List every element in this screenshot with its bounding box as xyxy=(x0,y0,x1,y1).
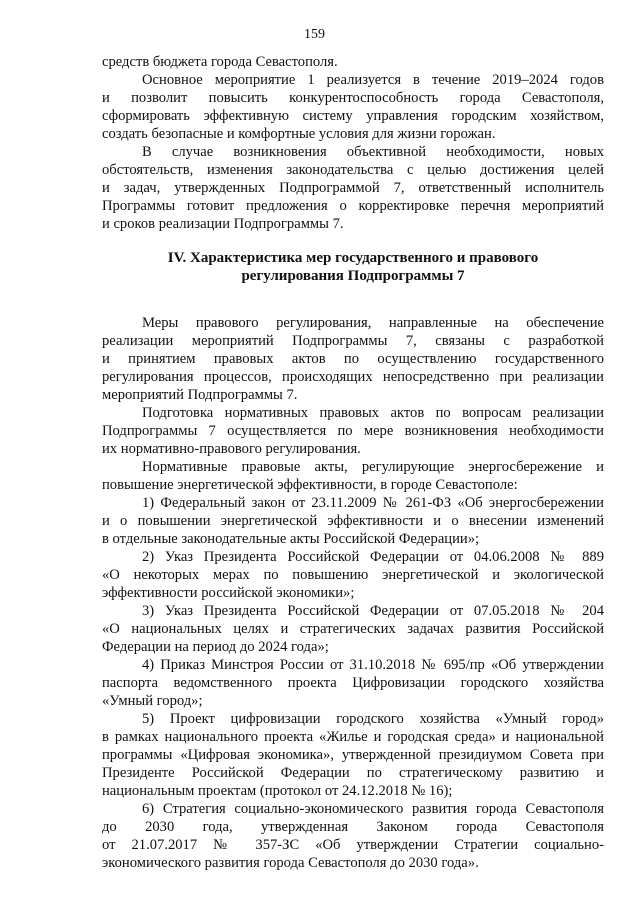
text-line: Президенте Российской Федерации по стратегическому развитию и xyxy=(102,765,604,781)
text-line: сформировать эффективную систему управления городским хозяйством, xyxy=(102,108,604,124)
text-line: 3) Указ Президента Российской Федерации от 07.05.2018 № 204 xyxy=(142,603,604,619)
text-line: В случае возникновения объективной необходимости, новых xyxy=(142,144,604,160)
text-line: повышение энергетической эффективности, в городе Севастополе: xyxy=(102,477,518,493)
text-line: от 21.07.2017 № 357-ЗС «Об утверждении Стратегии социально- xyxy=(102,837,604,853)
text-line: Федерации на период до 2024 года»; xyxy=(102,639,329,655)
text-line: и позволит повысить конкурентоспособность города Севастополя, xyxy=(102,90,604,106)
text-line: национальным проектам (протокол от 24.12.2018 № 16); xyxy=(102,783,453,799)
text-line: реализации мероприятий Подпрограммы 7, связаны с разработкой xyxy=(102,333,604,349)
text-line: Нормативные правовые акты, регулирующие энергосбережение и xyxy=(142,459,604,475)
text-line: и принятием правовых актов по осуществлению государственного xyxy=(102,351,604,367)
text-line: паспорта ведомственного проекта Цифровизации городского хозяйства xyxy=(102,675,604,691)
paragraph-block-2 xyxy=(102,314,604,872)
section-heading xyxy=(102,249,604,285)
text-line: 1) Федеральный закон от 23.11.2009 № 261-ФЗ «Об энергосбережении xyxy=(142,495,604,511)
text-line: 5) Проект цифровизации городского хозяйства «Умный город» xyxy=(142,711,604,727)
heading-line: регулирования Подпрограммы 7 xyxy=(241,268,465,284)
text-line: 2) Указ Президента Российской Федерации от 04.06.2008 № 889 xyxy=(142,549,604,565)
text-line: «О некоторых мерах по повышению энергетической и экологической xyxy=(102,567,604,583)
text-line: и задач, утвержденных Подпрограммой 7, ответственный исполнитель xyxy=(102,180,604,196)
text-line: экономического развития города Севастополя до 2030 года». xyxy=(102,855,479,871)
paragraph-block-1 xyxy=(102,53,604,233)
text-line: создать безопасные и комфортные условия для жизни горожан. xyxy=(102,126,496,142)
text-line: обстоятельств, изменения законодательства с целью достижения целей xyxy=(102,162,604,178)
text-line: до 2030 года, утвержденная Законом города Севастополя xyxy=(102,819,604,835)
text-line: регулирования процессов, происходящих непосредственно при реализации xyxy=(102,369,604,385)
text-line: Меры правового регулирования, направленные на обеспечение xyxy=(142,315,604,331)
text-line: и о повышении энергетической эффективности и о внесении изменений xyxy=(102,513,604,529)
page-number: 159 xyxy=(304,27,325,42)
text-line: эффективности российской экономики»; xyxy=(102,585,355,601)
text-line: 4) Приказ Минстроя России от 31.10.2018 № 695/пр «Об утверждении xyxy=(142,657,604,673)
text-line: «Умный город»; xyxy=(102,693,203,709)
text-line: Подпрограммы 7 осуществляется по мере возникновения необходимости xyxy=(102,423,604,439)
text-line: Подготовка нормативных правовых актов по вопросам реализации xyxy=(142,405,604,421)
heading-line: IV. Характеристика мер государственного и правового xyxy=(167,250,539,266)
text-line: программы «Цифровая экономика», утвержденной президиумом Совета при xyxy=(102,747,604,763)
text-line: Программы готовит предложения о корректировке перечня мероприятий xyxy=(102,198,604,214)
text-line: «О национальных целях и стратегических задачах развития Российской xyxy=(102,621,604,637)
text-line: средств бюджета города Севастополя. xyxy=(102,54,338,70)
text-line: 6) Стратегия социально-экономического развития города Севастополя xyxy=(142,801,604,817)
text-line: Основное мероприятие 1 реализуется в течение 2019–2024 годов xyxy=(142,72,604,88)
text-line: в отдельные законодательные акты Российской Федерации»; xyxy=(102,531,480,547)
text-line: в рамках национального проекта «Жилье и городская среда» и национальной xyxy=(102,729,604,745)
text-line: их нормативно-правового регулирования. xyxy=(102,441,361,457)
text-line: и сроков реализации Подпрограммы 7. xyxy=(102,216,344,232)
text-line: мероприятий Подпрограммы 7. xyxy=(102,387,298,403)
